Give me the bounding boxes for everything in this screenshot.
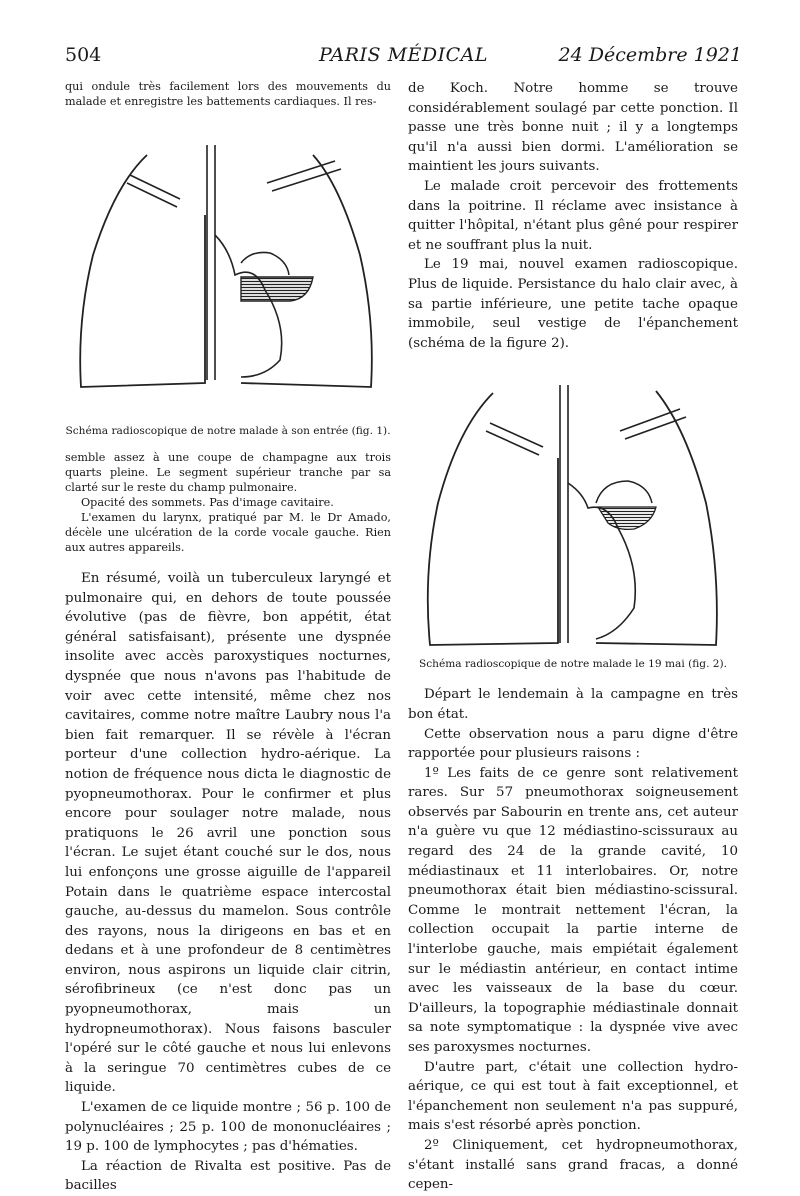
body-paragraph: Départ le lendemain à la campagne en très bon état. xyxy=(408,687,738,722)
figure-1-caption: Schéma radioscopique de notre malade à son entrée (fig. 1). xyxy=(65,425,391,437)
page-header xyxy=(65,44,742,74)
intro-paragraph: qui ondule très facilement lors des mouvements du malade et enregistre les battements cardiaques. Il res- xyxy=(65,80,391,108)
post-figure-paragraph: Opacité des sommets. Pas d'image cavitaire. xyxy=(81,496,334,509)
left-clavicle-lower xyxy=(486,431,539,455)
figure-2-radiograph-schema xyxy=(408,363,738,653)
right-column xyxy=(408,79,738,1195)
post-figure-text xyxy=(65,450,391,555)
main-text-left xyxy=(65,569,391,1196)
body-paragraph: 1º Les faits de ce genre sont relativement rares. Sur 57 pneumothorax soigneusement observés par Sabourin en trente ans, cet auteur n'a guère vu que 12 médiastino-scissuraux au regard des 24 de la grande cavité, 10 médiastinaux et 11 interlobaires. Or, notre pneumothorax était bien médiastino-scissural. Comme le montrait nettement l'écran, la collection occupait la partie interne de l'interlobe gauche, mais empiétait également sur le médiastin antérieur, en contact intime avec les vaisseaux de la base du cœur. D'ailleurs, la topographie médiastinale donnait sa note symptomatique : la dyspnée vive avec ses paroxysmes nocturnes. xyxy=(408,765,738,1055)
body-paragraph: En résumé, voilà un tuberculeux laryngé et pulmonaire qui, en dehors de toute poussée évolutive (pas de fièvre, bon appétit, état général satisfaisant), présente une dyspnée insolite avec accès paroxystiques nocturnes, dyspnée que nous n'avons pas l'habitude de voir avec cette intensité, même chez nos cavitaires, comme notre maître Laubry nous l'a bien fait remarquer. Il se révèle à l'écran porteur d'une collection hydro-aérique. La notion de fréquence nous dicta le diagnostic de pyopneumothorax. Pour le confirmer et plus encore pour soulager notre malade, nous pratiquons le 26 avril une ponction sous l'écran. Le sujet étant couché sur le dos, nous lui enfonçons une grosse aiguille de l'appareil Potain dans le quatrième espace intercostal gauche, au-dessus du mamelon. Sous contrôle des rayons, nous la dirigeons en bas et en dedans et à une profondeur de 8 centimètres environ, nous aspirons un liquide clair citrin, sérofibrineux (ce n'est donc pas un pyopneumothorax, mais un hydropneumothorax). Nous faisons basculer l'opéré sur le côté gauche et nous lui enlevons à la seringue 70 centimètres cubes de ce liquide. xyxy=(65,571,391,1096)
left-lung-outline xyxy=(428,393,558,645)
issue-date: 24 Décembre 1921 xyxy=(558,44,742,66)
left-clavicle-upper xyxy=(490,423,543,447)
air-halo-outline xyxy=(596,481,652,503)
main-text-right-bottom xyxy=(408,685,738,1194)
main-text-right-top xyxy=(408,79,738,353)
left-clavicle-upper xyxy=(130,175,180,199)
fluid-level-hatched xyxy=(241,277,313,301)
figure-2-caption: Schéma radioscopique de notre malade le 19 mai (fig. 2). xyxy=(418,658,728,671)
post-figure-paragraph: L'examen du larynx, pratiqué par M. le Dr Amado, décèle une ulcération de la corde vocale gauche. Rien aux autres appareils. xyxy=(65,511,391,554)
page-number: 504 xyxy=(65,44,102,66)
residual-opaque-spot xyxy=(598,507,656,529)
right-clavicle-lower xyxy=(625,417,686,439)
body-paragraph: Le 19 mai, nouvel examen radioscopique. Plus de liquide. Persistance du halo clair avec, à sa partie inférieure, une petite tache opaque immobile, seul vestige de l'épanchement (schéma de la figure 2). xyxy=(408,257,738,351)
figure-1-radiograph-schema xyxy=(65,115,391,420)
right-lung-outline xyxy=(241,155,372,387)
body-paragraph: D'autre part, c'était une collection hydro-aérique, ce qui est tout à fait exceptionnel, et l'épanchement non seulement n'a pas suppuré, mais s'est résorbé après ponction. xyxy=(408,1059,738,1134)
body-paragraph: Le malade croit percevoir des frottements dans la poitrine. Il réclame avec insistance à quitter l'hôpital, n'étant plus gêné pour respirer et ne souffrant plus la nuit. xyxy=(408,178,738,253)
left-clavicle-lower xyxy=(127,183,177,207)
figure-1 xyxy=(65,115,391,438)
post-figure-paragraph: semble assez à une coupe de champagne aux trois quarts pleine. Le segment supérieur tranche par sa clarté sur le reste du champ pulmonaire. xyxy=(65,451,391,494)
body-paragraph: de Koch. Notre homme se trouve considérablement soulagé par cette ponction. Il passe une très bonne nuit ; il y a longtemps qu'il n'a aussi bien dormi. L'amélioration se maintient les jours suivants. xyxy=(408,81,738,175)
body-paragraph: L'examen de ce liquide montre ; 56 p. 100 de polynucléaires ; 25 p. 100 de mononucléaires ; 19 p. 100 de lymphocytes ; pas d'hématies. xyxy=(65,1100,391,1155)
left-column xyxy=(65,79,391,1196)
body-paragraph: Cette observation nous a paru digne d'être rapportée pour plusieurs raisons : xyxy=(408,726,738,762)
figure-2 xyxy=(408,363,738,671)
intro-text xyxy=(65,79,391,109)
body-paragraph: La réaction de Rivalta est positive. Pas de bacilles xyxy=(65,1158,391,1194)
body-paragraph: 2º Cliniquement, cet hydropneumothorax, s'étant installé sans grand fracas, a donné cepen- xyxy=(408,1137,738,1193)
journal-title: PARIS MÉDICAL xyxy=(318,44,489,66)
right-clavicle-upper xyxy=(620,409,680,431)
